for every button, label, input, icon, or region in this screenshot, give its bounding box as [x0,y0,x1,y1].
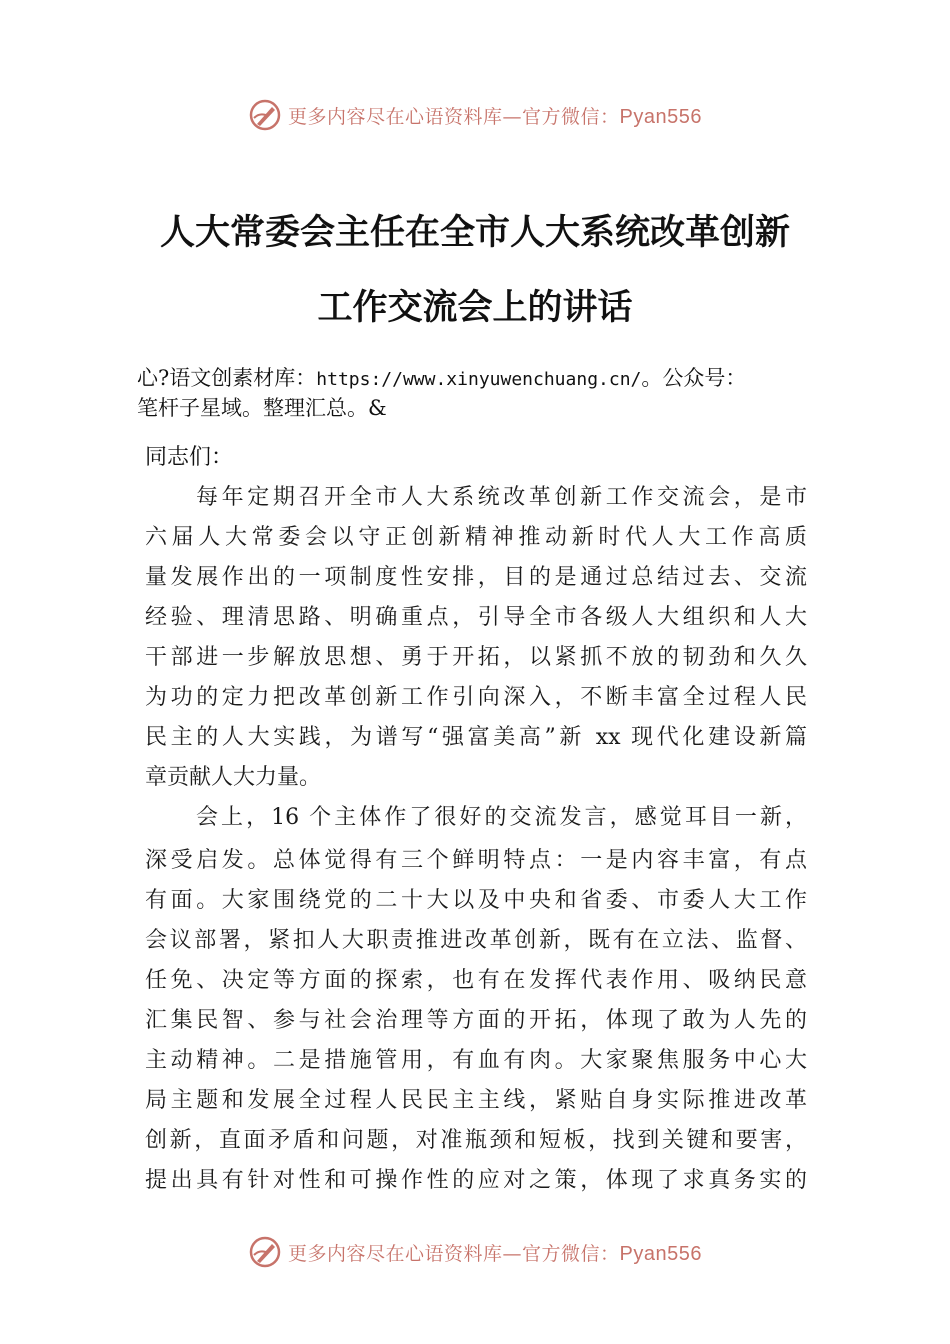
paragraph-line: 创新，直面矛盾和问题，对准瓶颈和短板，找到关键和要害， [145,1128,807,1153]
paragraph-line: 主动精神。二是措施管用，有血有肉。大家聚焦服务中心大 [145,1048,807,1073]
source-note-line-1: 心?语文创素材库：https://www.xinyuwenchuang.cn/。公众号： [137,366,747,390]
paragraph-line: 提出具有针对性和可操作性的应对之策，体现了求真务实的 [145,1168,807,1193]
paragraph-line: 任免、决定等方面的探索，也有在发挥代表作用、吸纳民意 [145,968,807,993]
paragraph-line: 章贡献人大力量。 [145,765,322,790]
pen-logo-icon [248,98,282,132]
source-note [137,364,867,422]
source-url: https://www.xinyuwenchuang.cn/ [316,369,642,390]
paragraph-line: 局主题和发展全过程人民民主主线，紧贴自身实际推进改革 [145,1088,807,1113]
watermark-banner-top [0,95,950,135]
wechat-id: Pyan556 [619,1242,702,1265]
watermark-text: 更多内容尽在心语资料库—官方微信：Pyan556 [288,105,702,128]
paragraph-line: 深受启发。总体觉得有三个鲜明特点：一是内容丰富，有点 [145,848,807,873]
greeting: 同志们： [145,445,234,470]
source-note-line-2: 笔杆子星域。整理汇总。& [137,396,387,420]
paragraph-line: 会上，16 个主体作了很好的交流发言，感觉耳目一新， [196,805,807,830]
paragraph-line: 经验、理清思路、明确重点，引导全市各级人大组织和人大 [145,605,807,630]
wechat-id: Pyan556 [619,105,702,128]
paragraph-line: 汇集民智、参与社会治理等方面的开拓，体现了敢为人先的 [145,1008,807,1033]
paragraph-line: 六届人大常委会以守正创新精神推动新时代人大工作高质 [145,525,807,550]
watermark-text: 更多内容尽在心语资料库—官方微信：Pyan556 [288,1242,702,1265]
paragraph-line: 干部进一步解放思想、勇于开拓，以紧抓不放的韧劲和久久 [145,645,807,670]
paragraph-line: 民主的人大实践，为谱写“强富美高”新 xx 现代化建设新篇 [145,725,807,750]
paragraph-line: 每年定期召开全市人大系统改革创新工作交流会，是市 [196,485,807,510]
paragraph-line: 量发展作出的一项制度性安排，目的是通过总结过去、交流 [145,565,807,590]
paragraph-line: 有面。大家围绕党的二十大以及中央和省委、市委人大工作 [145,888,807,913]
paragraph-line: 会议部署，紧扣人大职责推进改革创新，既有在立法、监督、 [145,928,807,953]
watermark-banner-bottom [0,1232,950,1272]
pen-logo-icon [248,1235,282,1269]
document-title-line-1: 人大常委会主任在全市人大系统改革创新 [159,212,790,253]
paragraph-line: 为功的定力把改革创新工作引向深入，不断丰富全过程人民 [145,685,807,710]
document-title-line-2: 工作交流会上的讲话 [317,287,633,328]
